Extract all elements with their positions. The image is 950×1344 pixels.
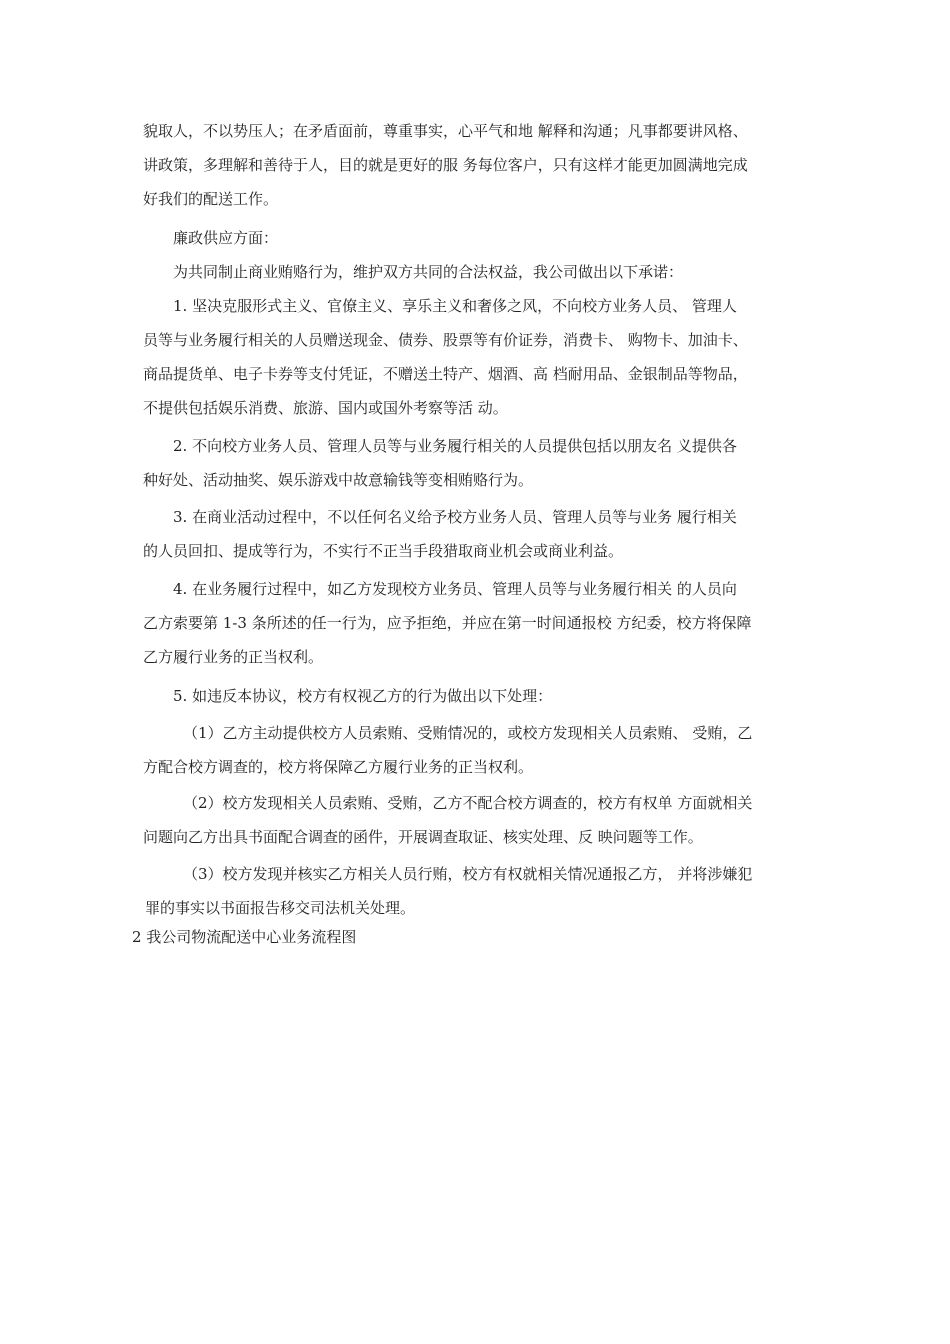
text-line: 乙方索要第 1-3 条所述的任一行为，应予拒绝，并应在第一时间通报校 方纪委，校方将保障 [143,614,752,632]
text-line: 貌取人，不以势压人；在矛盾面前，尊重事实，心平气和地 解释和沟通；凡事都要讲风格、 [143,122,748,140]
flowchart-heading: 2 我公司物流配送中心业务流程图 [132,928,357,946]
text-line: 种好处、活动抽奖、娱乐游戏中故意输钱等变相贿赂行为。 [143,471,534,489]
text-line: （2）校方发现相关人员索贿、受贿，乙方不配合校方调查的，校方有权单 方面就相关 [183,794,753,812]
sub-item-3 [143,857,843,925]
text-line: 1. 坚决克服形式主义、官僚主义、享乐主义和奢侈之风，不向校方业务人员、 管理人 [173,297,737,315]
text-line: 2. 不向校方业务人员、管理人员等与业务履行相关的人员提供包括以朋友名 义提供各 [173,437,737,455]
text-line: 不提供包括娱乐消费、旅游、国内或国外考察等活 动。 [143,399,508,417]
commitment-item-1 [143,289,843,425]
commitment-intro-line [143,255,843,289]
commitment-intro-part2: ，维护双方共同的合法权益，我公司做出以下承诺： [338,263,684,281]
text-line: （1）乙方主动提供校方人员索贿、受贿情况的，或校方发现相关人员索贿、 受贿，乙 [183,724,753,742]
text-line: 员等与业务履行相关的人员赠送现金、债券、股票等有价证券，消费卡、 购物卡、加油卡、 [143,331,748,349]
text-line: 5. 如违反本协议，校方有权视乙方的行为做出以下处理： [173,687,553,705]
text-line: 的人员回扣、提成等行为，不实行不正当手段猎取商业机会或商业利益。 [143,542,624,560]
commitment-item-2 [143,429,843,497]
text-line: 问题向乙方出具书面配合调查的函件，开展调查取证、核实处理、反 映问题等工作。 [143,828,703,846]
text-line: 4. 在业务履行过程中，如乙方发现校方业务员、管理人员等与业务履行相关 的人员向 [173,580,737,598]
text-line: 3. 在商业活动过程中，不以任何名义给予校方业务人员、管理人员等与业务 履行相关 [173,508,737,526]
text-line: 罪的事实以书面报告移交司法机关处理。 [145,899,416,917]
text-line: 商品提货单、电子卡券等支付凭证，不赠送土特产、烟酒、高 档耐用品、金银制品等物品， [143,365,748,383]
text-line: 方配合校方调查的，校方将保障乙方履行业务的正当权利。 [143,758,534,776]
intro-paragraph [143,114,843,216]
commitment-item-5 [143,679,843,713]
commitment-item-4 [143,572,843,674]
commitment-item-3 [143,500,843,568]
sub-item-2 [143,786,843,854]
sub-item-1 [143,716,843,784]
commitment-intro-part1: 为共同制止商业贿赂行为 [173,263,339,281]
text-line: 讲政策，多理解和善待于人，目的就是更好的服 务每位客户，只有这样才能更加圆满地完成 [143,156,748,174]
section-heading [143,221,843,255]
commitment-intro [143,255,843,289]
text-line: 好我们的配送工作。 [143,190,279,208]
text-line: 乙方履行业务的正当权利。 [143,648,324,666]
section-heading-text: 廉政供应方面： [173,229,279,247]
text-line: （3）校方发现并核实乙方相关人员行贿，校方有权就相关情况通报乙方， 并将涉嫌犯 [183,865,753,883]
